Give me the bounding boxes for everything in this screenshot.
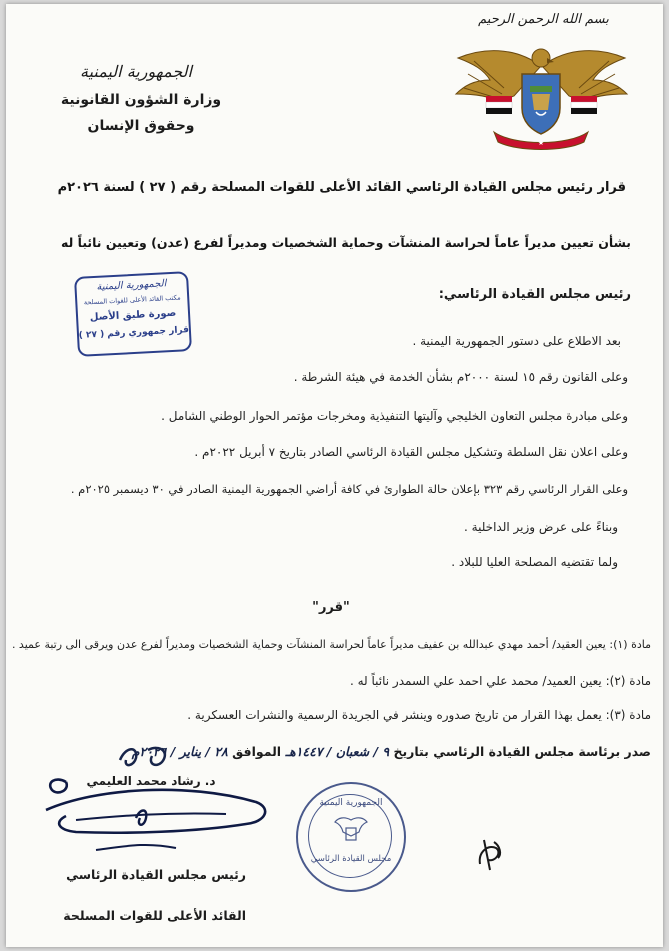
issued-gregorian-date: ٢٨ / يناير / ٢٠٢٦م [131, 744, 228, 759]
official-seal [296, 782, 406, 892]
preamble-line-2: وعلى القانون رقم ١٥ لسنة ٢٠٠٠م بشأن الخدمة في هيئة الشرطة . [293, 370, 628, 384]
svg-text:★: ★ [537, 139, 545, 147]
republic-header: الجمهورية اليمنية [79, 62, 192, 81]
initials-mark-icon [474, 834, 508, 874]
ministry-name-line2: وحقوق الإنسان [87, 118, 195, 134]
stamp-line-3: صورة طبق الأصل [89, 307, 177, 324]
signatory-name: د. رشاد محمد العليمي [86, 774, 216, 788]
bismillah: بسم الله الرحمن الرحيم [478, 12, 609, 27]
stamp-line-2: مكتب القائد الأعلى للقوات المسلحة [83, 293, 181, 307]
seal-eagle-icon [334, 814, 368, 848]
article-1: مادة (١): يعين العقيد/ أحمد مهدي عبدالله بن عفيف مديراً عاماً لحراسة المنشآت وحماية الشخصيات ومديراً لفرع عدن ويرقى الى رتبة عميد . [11, 638, 651, 651]
stamp-line-4: قرار جمهوري رقم ( ٢٧ ) [78, 325, 190, 341]
document-page [6, 4, 663, 947]
stamp-line-1: الجمهورية اليمنية [96, 278, 167, 293]
handwritten-signature-icon [36, 762, 286, 862]
yemen-emblem-icon [444, 36, 639, 154]
decision-title: قرار رئيس مجلس القيادة الرئاسي القائد الأعلى للقوات المسلحة رقم ( ٢٧ ) لسنة ٢٠٢٦م [57, 180, 626, 195]
ministry-name: وزارة الشؤون القانونية [60, 92, 222, 108]
article-3: مادة (٣): يعمل بهذا القرار من تاريخ صدوره وينشر في الجريدة الرسمية والنشرات العسكرية . [187, 708, 651, 722]
preamble-line-6: وبناءً على عرض وزير الداخلية . [464, 520, 618, 534]
preamble-line-4: وعلى اعلان نقل السلطة وتشكيل مجلس القيادة الرئاسي الصادر بتاريخ ٧ أبريل ٢٠٢٢م . [194, 445, 628, 459]
article-2: مادة (٢): يعين العميد/ محمد علي احمد علي السمدر نائباً له . [349, 674, 651, 688]
issued-gregorian-prefix: الموافق [232, 744, 282, 759]
signatory-title-1: رئيس مجلس القيادة الرئاسي [66, 867, 246, 882]
issued-prefix: صدر برئاسة مجلس القيادة الرئاسي بتاريخ [393, 744, 651, 759]
decided-heading: "قرر" [312, 600, 350, 615]
preamble-line-3: وعلى مبادرة مجلس التعاون الخليجي وآليتها التنفيذية ومخرجات مؤتمر الحوار الوطني الشامل . [161, 409, 628, 423]
preamble-line-5: وعلى القرار الرئاسي رقم ٣٢٣ بإعلان حالة الطوارئ في كافة أراضي الجمهورية اليمنية الصادر في ٣٠ ديسمبر ٢٠٢٥م . [70, 482, 628, 496]
seal-bottom-text: مجلس القيادة الرئاسي [310, 854, 392, 864]
preamble-line-1: بعد الاطلاع على دستور الجمهورية اليمنية . [412, 334, 621, 348]
addressee-line: رئيس مجلس القيادة الرئاسي: [438, 287, 631, 302]
issued-hijri-date: ٩ / شعبان / ١٤٤٧هـ [285, 744, 390, 759]
issued-line [131, 744, 651, 759]
decision-subject: بشأن تعيين مديراً عاماً لحراسة المنشآت وحماية الشخصيات ومديراً لفرع (عدن) وتعيين نائباً له [61, 235, 631, 250]
signatory-title-2: القائد الأعلى للقوات المسلحة [63, 908, 246, 923]
seal-top-text: الجمهورية اليمنية [319, 798, 383, 808]
preamble-line-7: ولما تقتضيه المصلحة العليا للبلاد . [451, 555, 618, 569]
